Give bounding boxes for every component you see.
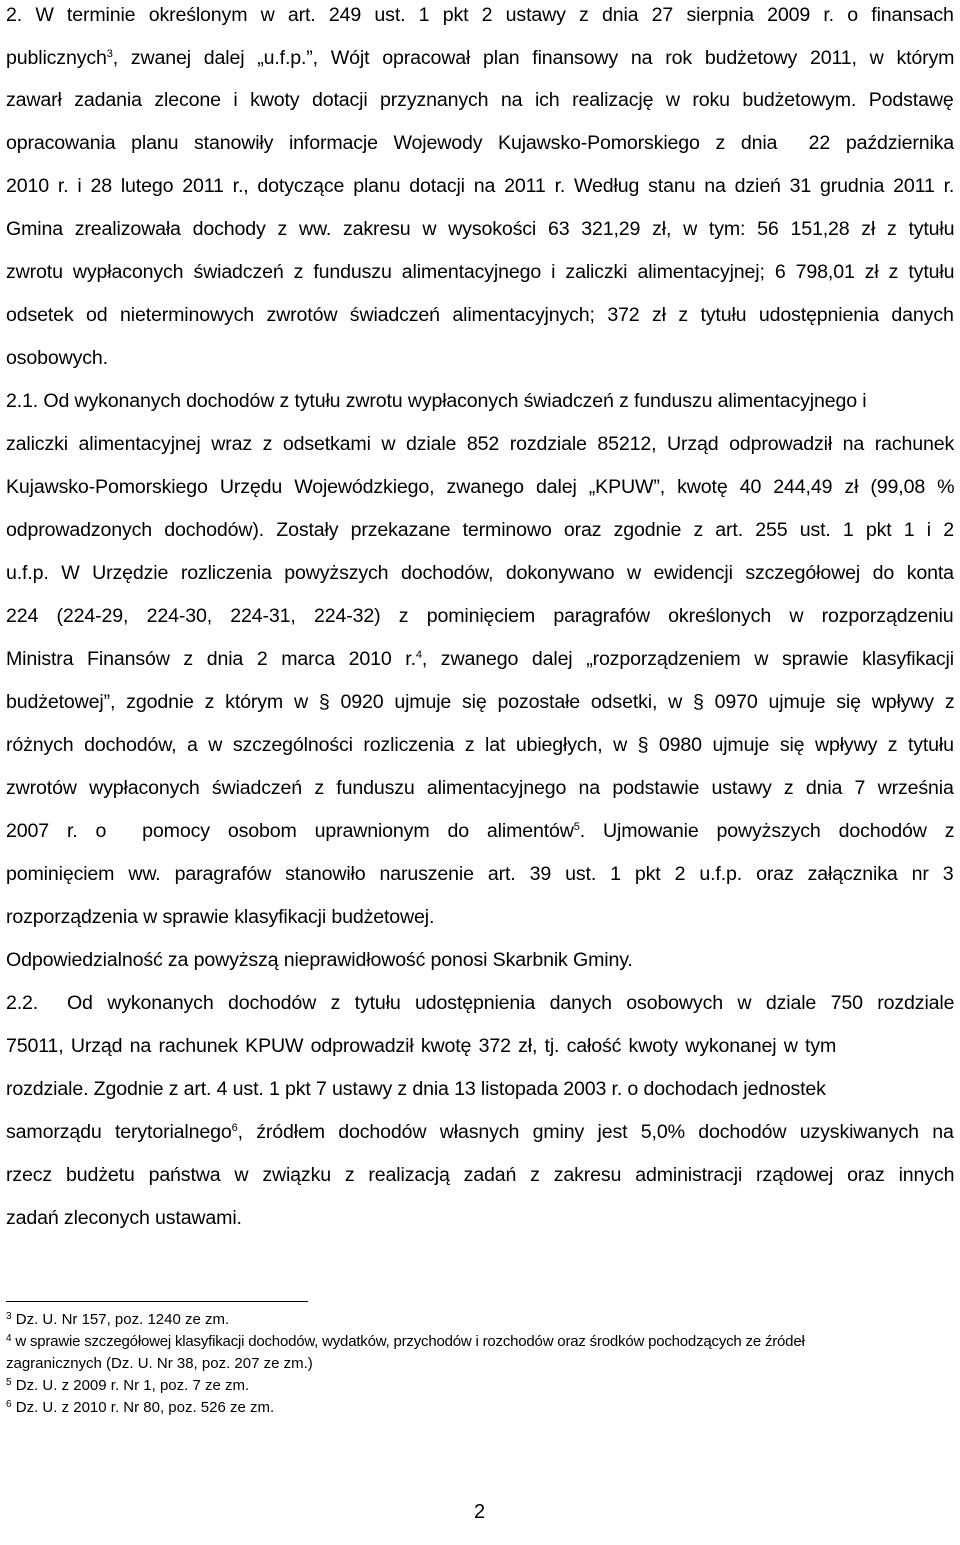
body-line bbox=[6, 647, 954, 671]
body-line: rzecz budżetu państwa w związku z realizacją zadań z zakresu administracji rządowej oraz innych bbox=[6, 1164, 955, 1186]
body-line: zwrotu wypłaconych świadczeń z funduszu alimentacyjnego i zaliczki alimentacyjnej; 6 798,01 zł z tytułu bbox=[6, 261, 955, 283]
footnote bbox=[6, 1355, 313, 1373]
body-text: , zwanej dalej „u.f.p.”, Wójt opracował plan finansowy na rok budżetowy 2011, w którym bbox=[112, 47, 955, 69]
body-line: zadań zleconych ustawami. bbox=[6, 1207, 242, 1229]
body-line bbox=[6, 46, 954, 70]
body-line: osobowych. bbox=[6, 347, 108, 369]
body-line: 2.2. Od wykonanych dochodów z tytułu udostępnienia danych osobowych w dziale 750 rozdziale bbox=[6, 992, 955, 1014]
footnote-number: 3 bbox=[6, 1311, 12, 1322]
footnote-ref: 5 bbox=[573, 821, 580, 833]
body-line: 75011, Urząd na rachunek KPUW odprowadził kwotę 372 zł, tj. całość kwoty wykonanej w tym bbox=[6, 1035, 837, 1057]
body-line: zawarł zadania zlecone i kwoty dotacji przyznanych na ich realizację w roku budżetowym. Podstawę bbox=[6, 89, 954, 111]
footnote-text: zagranicznych (Dz. U. Nr 38, poz. 207 ze zm.) bbox=[6, 1355, 313, 1372]
body-text: 2007 r. o pomocy osobom uprawnionym do alimentów bbox=[6, 820, 574, 842]
body-line: odprowadzonych dochodów). Zostały przekazane terminowo oraz zgodnie z art. 255 ust. 1 pkt 1 i 2 bbox=[6, 519, 954, 541]
body-text: , zwanego dalej „rozporządzeniem w sprawie klasyfikacji bbox=[421, 648, 954, 670]
body-line: Odpowiedzialność za powyższą nieprawidłowość ponosi Skarbnik Gminy. bbox=[6, 949, 633, 971]
body-line: różnych dochodów, a w szczególności rozliczenia z lat ubiegłych, w § 0980 ujmuje się wpływy z tytułu bbox=[6, 734, 954, 756]
body-line: Gmina zrealizowała dochody z ww. zakresu w wysokości 63 321,29 zł, w tym: 56 151,28 zł z tytułu bbox=[6, 218, 955, 240]
footnote bbox=[6, 1311, 229, 1329]
body-text: . Ujmowanie powyższych dochodów z bbox=[579, 820, 955, 842]
footnote-number: 5 bbox=[6, 1377, 12, 1388]
body-line: 2. W terminie określonym w art. 249 ust. 1 pkt 2 ustawy z dnia 27 sierpnia 2009 r. o finansach bbox=[6, 4, 954, 26]
footnote bbox=[6, 1399, 274, 1417]
body-line: budżetowej”, zgodnie z którym w § 0920 ujmuje się pozostałe odsetki, w § 0970 ujmuje się wpływy z bbox=[6, 691, 955, 713]
page-number: 2 bbox=[474, 1501, 486, 1523]
footnote-number: 6 bbox=[6, 1399, 12, 1410]
footnote bbox=[6, 1377, 249, 1395]
body-line: rozdziale. Zgodnie z art. 4 ust. 1 pkt 7 ustawy z dnia 13 listopada 2003 r. o dochodach jednostek bbox=[6, 1078, 826, 1100]
body-line: u.f.p. W Urzędzie rozliczenia powyższych dochodów, dokonywano w ewidencji szczegółowej do konta bbox=[6, 562, 954, 584]
body-line: pominięciem ww. paragrafów stanowiło naruszenie art. 39 ust. 1 pkt 2 u.f.p. oraz załącznika nr 3 bbox=[6, 863, 954, 885]
body-line: Kujawsko-Pomorskiego Urzędu Wojewódzkiego, zwanego dalej „KPUW”, kwotę 40 244,49 zł (99,08 % bbox=[6, 476, 955, 498]
body-text: publicznych bbox=[6, 47, 107, 69]
body-line bbox=[6, 1120, 954, 1144]
body-line: odsetek od nieterminowych zwrotów świadczeń alimentacyjnych; 372 zł z tytułu udostępnienia danych bbox=[6, 304, 954, 326]
body-text: samorządu terytorialnego bbox=[6, 1121, 232, 1143]
body-text: Ministra Finansów z dnia 2 marca 2010 r. bbox=[6, 648, 416, 670]
body-line: 2010 r. i 28 lutego 2011 r., dotyczące planu dotacji na 2011 r. Według stanu na dzień 31 grudnia 2011 r. bbox=[6, 175, 955, 197]
footnote-separator bbox=[6, 1301, 308, 1302]
footnote-text: Dz. U. z 2009 r. Nr 1, poz. 7 ze zm. bbox=[15, 1377, 250, 1394]
body-line: zwrotów wypłaconych świadczeń z funduszu alimentacyjnego na podstawie ustawy z dnia 7 września bbox=[6, 777, 954, 799]
body-line: rozporządzenia w sprawie klasyfikacji budżetowej. bbox=[6, 906, 435, 928]
footnote-number: 4 bbox=[6, 1333, 12, 1344]
footnote bbox=[6, 1333, 805, 1351]
footnote-ref: 6 bbox=[231, 1122, 238, 1134]
body-line: 224 (224-29, 224-30, 224-31, 224-32) z pominięciem paragrafów określonych w rozporządzeniu bbox=[6, 605, 954, 627]
footnote-text: Dz. U. z 2010 r. Nr 80, poz. 526 ze zm. bbox=[15, 1399, 275, 1416]
body-line bbox=[6, 819, 954, 843]
footnote-ref: 4 bbox=[415, 649, 422, 661]
body-text: , źródłem dochodów własnych gminy jest 5,0% dochodów uzyskiwanych na bbox=[237, 1121, 954, 1143]
footnote-ref: 3 bbox=[106, 48, 113, 60]
footnote-text: Dz. U. Nr 157, poz. 1240 ze zm. bbox=[15, 1311, 230, 1328]
body-line: zaliczki alimentacyjnej wraz z odsetkami w dziale 852 rozdziale 85212, Urząd odprowadził na rachunek bbox=[6, 433, 955, 455]
body-line: opracowania planu stanowiły informacje Wojewody Kujawsko-Pomorskiego z dnia 22 października bbox=[6, 132, 955, 154]
body-line: 2.1. Od wykonanych dochodów z tytułu zwrotu wypłaconych świadczeń z funduszu alimentacyjnego i bbox=[6, 390, 867, 412]
footnote-text: w sprawie szczegółowej klasyfikacji dochodów, wydatków, przychodów i rozchodów oraz środków pochodzących ze źródeł bbox=[15, 1333, 805, 1350]
